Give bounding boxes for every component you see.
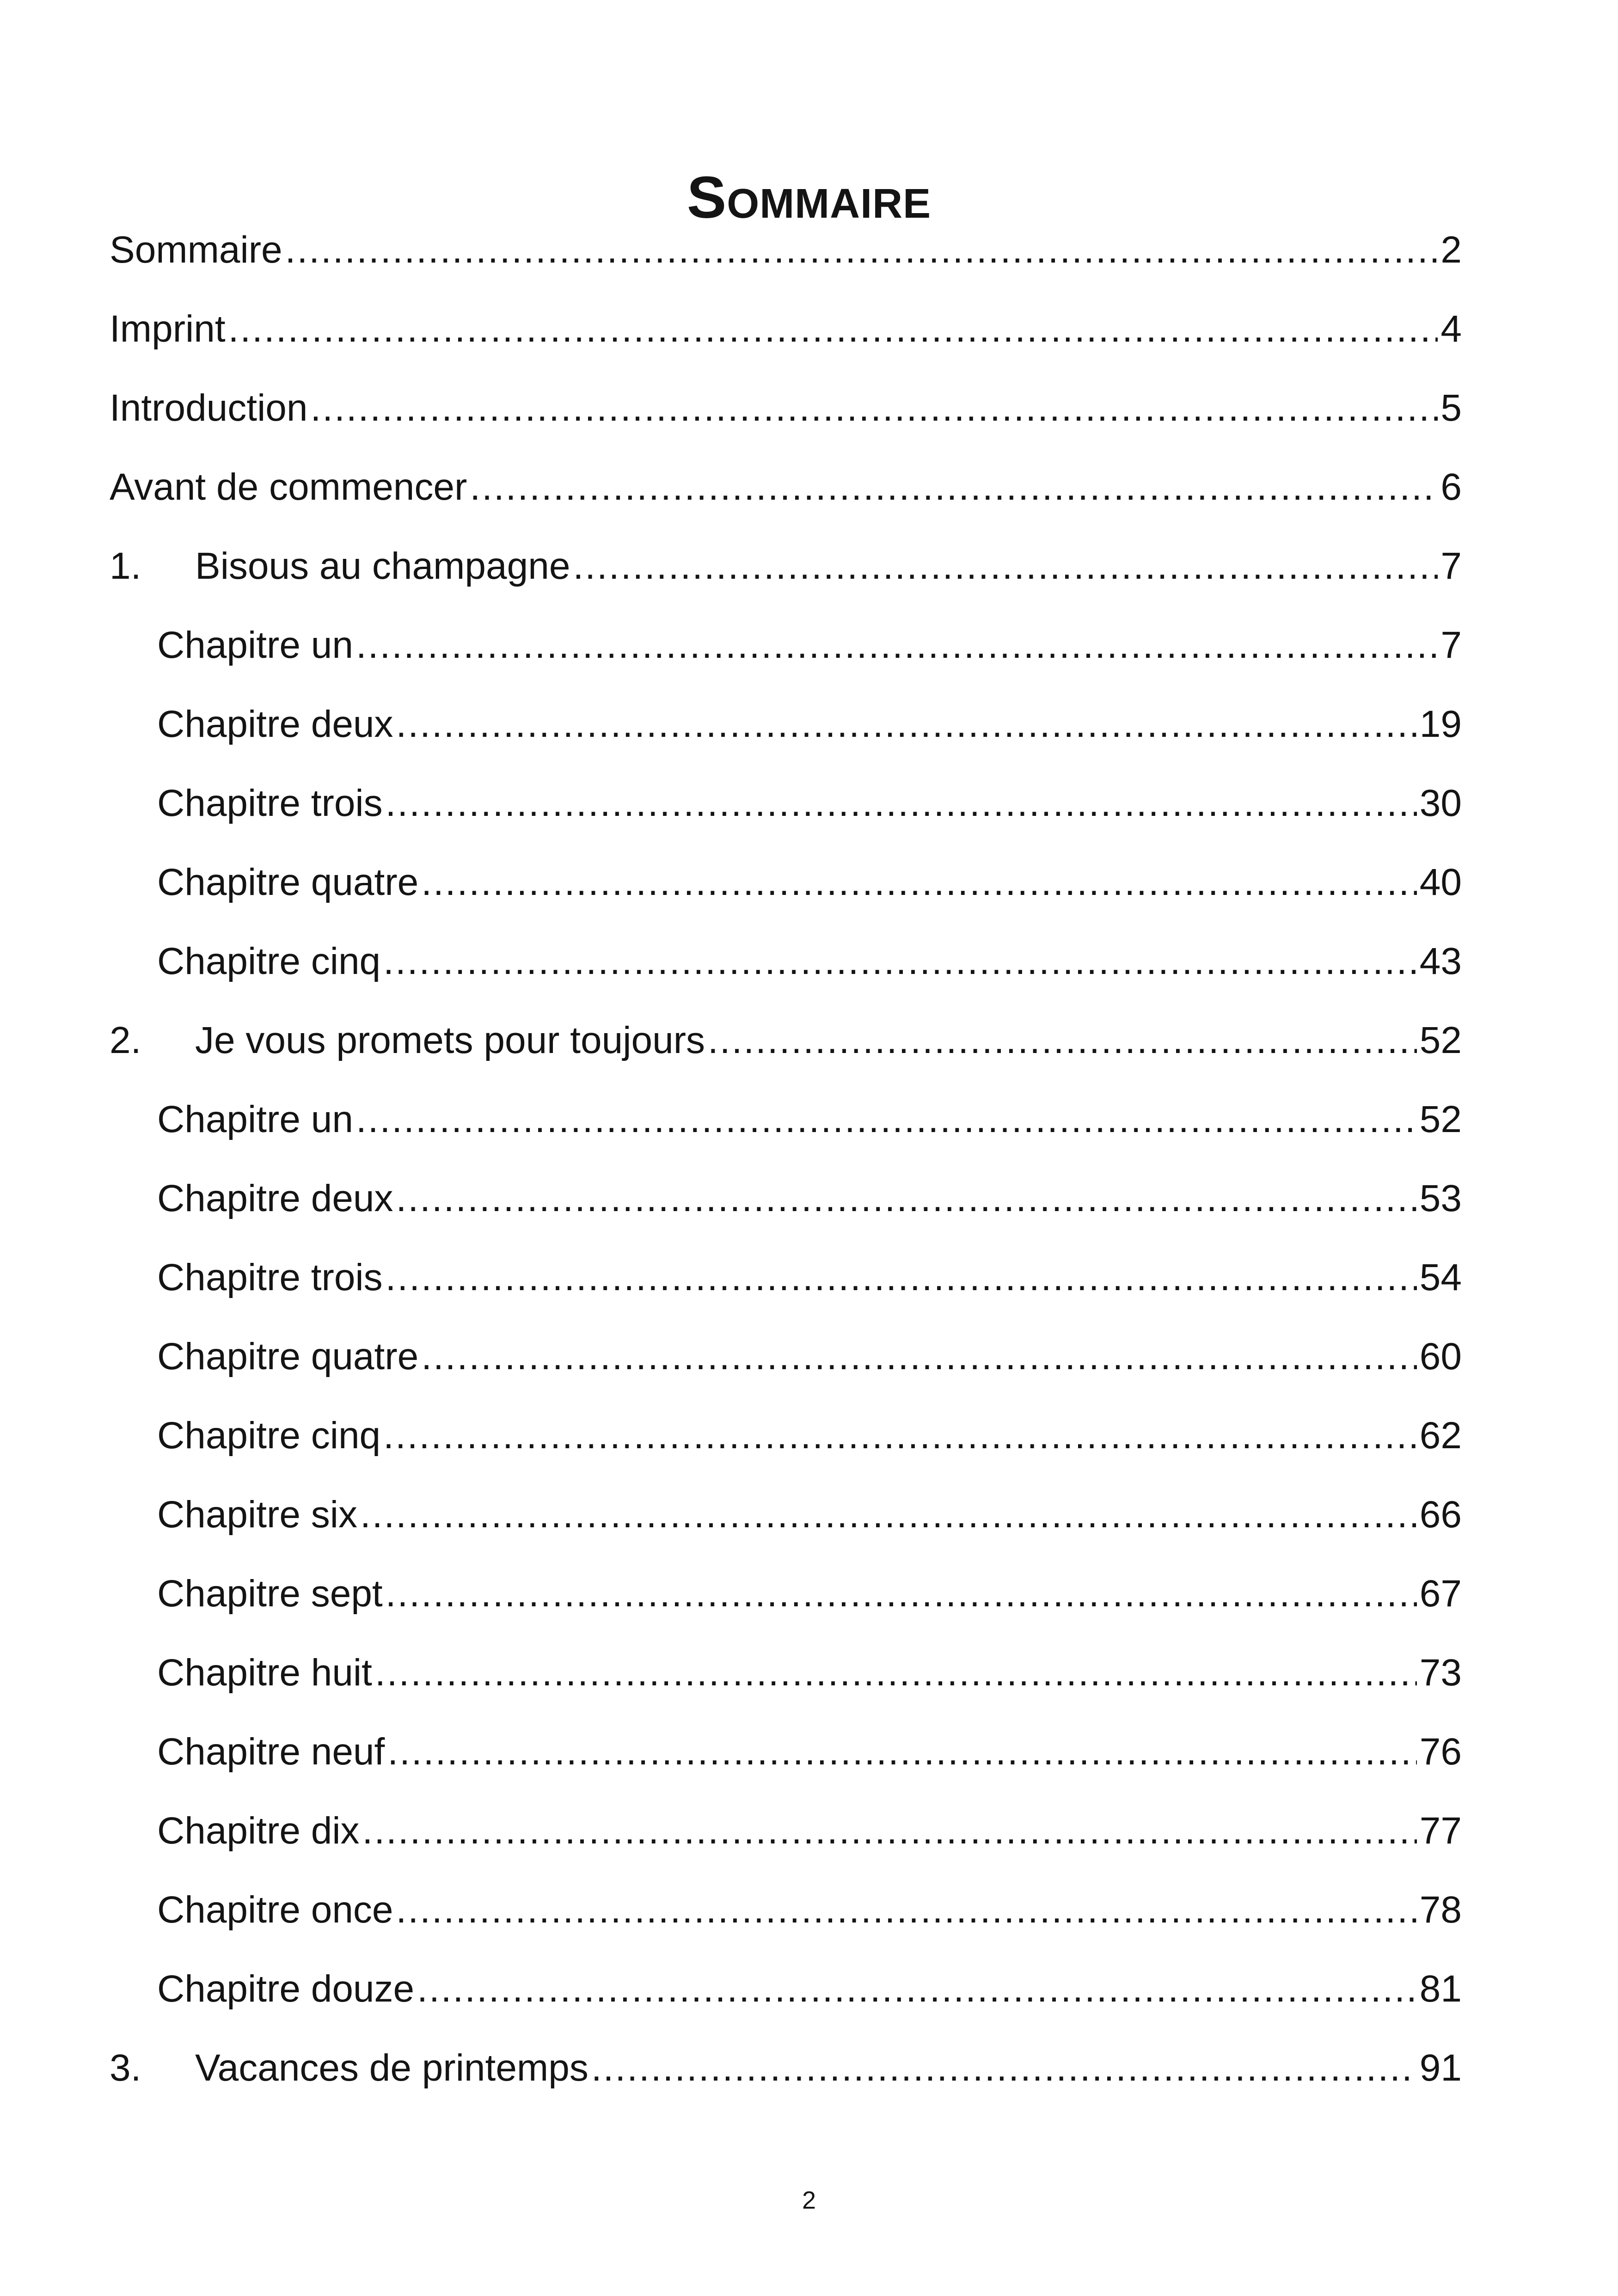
toc-dot-leader bbox=[573, 543, 1438, 589]
toc-entry[interactable] bbox=[110, 1712, 1462, 1791]
toc-entry[interactable] bbox=[110, 289, 1462, 368]
toc-entry-label: Chapitre un bbox=[157, 1098, 353, 1140]
toc-entry[interactable] bbox=[110, 368, 1462, 447]
toc-dot-leader bbox=[386, 780, 1417, 827]
toc-entry[interactable] bbox=[110, 1791, 1462, 1870]
toc-entry[interactable] bbox=[110, 1238, 1462, 1317]
toc-entry-page: 2 bbox=[1440, 228, 1462, 271]
toc-entry-page: 19 bbox=[1419, 703, 1462, 745]
toc-entry[interactable] bbox=[110, 1870, 1462, 1949]
toc-dot-leader bbox=[228, 306, 1438, 352]
toc-dot-leader bbox=[591, 2045, 1417, 2091]
toc-entry[interactable] bbox=[110, 447, 1462, 527]
toc-entry-label: Imprint bbox=[110, 307, 226, 350]
toc-dot-leader bbox=[285, 227, 1438, 273]
toc-entry[interactable] bbox=[110, 685, 1462, 764]
toc-entry-page: 52 bbox=[1419, 1098, 1462, 1140]
toc-entry-number: 1. bbox=[110, 545, 141, 587]
toc-entry[interactable] bbox=[110, 1080, 1462, 1159]
toc-entry-page: 40 bbox=[1419, 861, 1462, 903]
page-number: 2 bbox=[802, 2186, 816, 2214]
toc-dot-leader bbox=[396, 1887, 1417, 1933]
toc-entry-label: Avant de commencer bbox=[110, 465, 467, 508]
toc-entry-label: Chapitre trois bbox=[157, 782, 383, 824]
toc-entry[interactable] bbox=[110, 1317, 1462, 1396]
toc-dot-leader bbox=[708, 1017, 1417, 1064]
toc-entry-label: Chapitre sept bbox=[157, 1572, 383, 1615]
toc-entry-number: 3. bbox=[110, 2046, 141, 2089]
toc-entry-page: 91 bbox=[1419, 2046, 1462, 2089]
toc-dot-leader bbox=[383, 938, 1417, 985]
toc-entry[interactable] bbox=[110, 1159, 1462, 1238]
toc-dot-leader bbox=[421, 1334, 1417, 1380]
toc-dot-leader bbox=[470, 464, 1438, 510]
toc-dot-leader bbox=[386, 1255, 1417, 1301]
toc-entry-label: Sommaire bbox=[110, 228, 282, 271]
toc-entry[interactable] bbox=[110, 2028, 1462, 2107]
toc-entry[interactable] bbox=[110, 210, 1462, 289]
toc-dot-leader bbox=[356, 622, 1438, 668]
toc-entry-label: Introduction bbox=[110, 386, 308, 429]
toc-entry-page: 5 bbox=[1440, 386, 1462, 429]
toc-entry-label: Chapitre deux bbox=[157, 1177, 393, 1219]
toc-entry-page: 30 bbox=[1419, 782, 1462, 824]
toc-entry-page: 53 bbox=[1419, 1177, 1462, 1219]
toc-entry-page: 54 bbox=[1419, 1256, 1462, 1298]
toc-entry-page: 52 bbox=[1419, 1019, 1462, 1061]
toc-entry-label: Chapitre cinq bbox=[157, 940, 381, 982]
toc-entry-label: Chapitre huit bbox=[157, 1651, 372, 1694]
toc-entry-label: Chapitre un bbox=[157, 624, 353, 666]
toc-entry-page: 7 bbox=[1440, 624, 1462, 666]
toc-entry[interactable] bbox=[110, 764, 1462, 843]
toc-entry-label: Chapitre quatre bbox=[157, 1335, 419, 1378]
table-of-contents bbox=[110, 210, 1462, 2107]
toc-entry-label: Chapitre douze bbox=[157, 1967, 415, 2010]
toc-entry[interactable] bbox=[110, 1949, 1462, 2028]
toc-entry[interactable] bbox=[110, 1396, 1462, 1475]
toc-entry[interactable] bbox=[110, 1633, 1462, 1712]
toc-dot-leader bbox=[396, 701, 1417, 747]
toc-entry-page: 81 bbox=[1419, 1967, 1462, 2010]
toc-entry-label: Chapitre neuf bbox=[157, 1730, 385, 1773]
toc-dot-leader bbox=[375, 1650, 1417, 1696]
toc-entry-page: 66 bbox=[1419, 1493, 1462, 1536]
toc-entry[interactable] bbox=[110, 1001, 1462, 1080]
toc-dot-leader bbox=[387, 1729, 1416, 1775]
toc-entry-page: 62 bbox=[1419, 1414, 1462, 1457]
toc-dot-leader bbox=[360, 1492, 1417, 1538]
toc-entry-page: 7 bbox=[1440, 545, 1462, 587]
toc-entry-page: 73 bbox=[1419, 1651, 1462, 1694]
toc-entry-page: 76 bbox=[1419, 1730, 1462, 1773]
page-title: Sommaire bbox=[686, 164, 932, 231]
toc-entry-page: 67 bbox=[1419, 1572, 1462, 1615]
toc-entry-page: 4 bbox=[1440, 307, 1462, 350]
toc-dot-leader bbox=[383, 1413, 1417, 1459]
toc-entry-label: Chapitre deux bbox=[157, 703, 393, 745]
toc-entry[interactable] bbox=[110, 1475, 1462, 1554]
toc-entry-label: Chapitre dix bbox=[157, 1809, 360, 1852]
toc-entry-label: Chapitre once bbox=[157, 1888, 393, 1931]
toc-entry[interactable] bbox=[110, 843, 1462, 922]
toc-entry-label: Vacances de printemps bbox=[195, 2046, 588, 2089]
toc-dot-leader bbox=[356, 1096, 1417, 1143]
toc-entry[interactable] bbox=[110, 527, 1462, 606]
toc-entry[interactable] bbox=[110, 922, 1462, 1001]
toc-dot-leader bbox=[417, 1966, 1417, 2012]
toc-entry-label: Chapitre cinq bbox=[157, 1414, 381, 1457]
toc-entry-number: 2. bbox=[110, 1019, 141, 1061]
toc-entry-page: 60 bbox=[1419, 1335, 1462, 1378]
toc-entry-page: 6 bbox=[1440, 465, 1462, 508]
toc-entry-label: Chapitre quatre bbox=[157, 861, 419, 903]
toc-entry-label: Chapitre six bbox=[157, 1493, 357, 1536]
toc-dot-leader bbox=[362, 1808, 1417, 1854]
toc-dot-leader bbox=[421, 859, 1417, 906]
toc-entry[interactable] bbox=[110, 1554, 1462, 1633]
toc-dot-leader bbox=[396, 1176, 1417, 1222]
toc-entry-page: 78 bbox=[1419, 1888, 1462, 1931]
toc-entry-page: 43 bbox=[1419, 940, 1462, 982]
toc-entry-page: 77 bbox=[1419, 1809, 1462, 1852]
toc-dot-leader bbox=[311, 385, 1438, 431]
toc-entry-label: Bisous au champagne bbox=[195, 545, 570, 587]
toc-dot-leader bbox=[386, 1571, 1417, 1617]
toc-entry-label: Je vous promets pour toujours bbox=[195, 1019, 705, 1061]
toc-entry-label: Chapitre trois bbox=[157, 1256, 383, 1298]
toc-entry[interactable] bbox=[110, 606, 1462, 685]
